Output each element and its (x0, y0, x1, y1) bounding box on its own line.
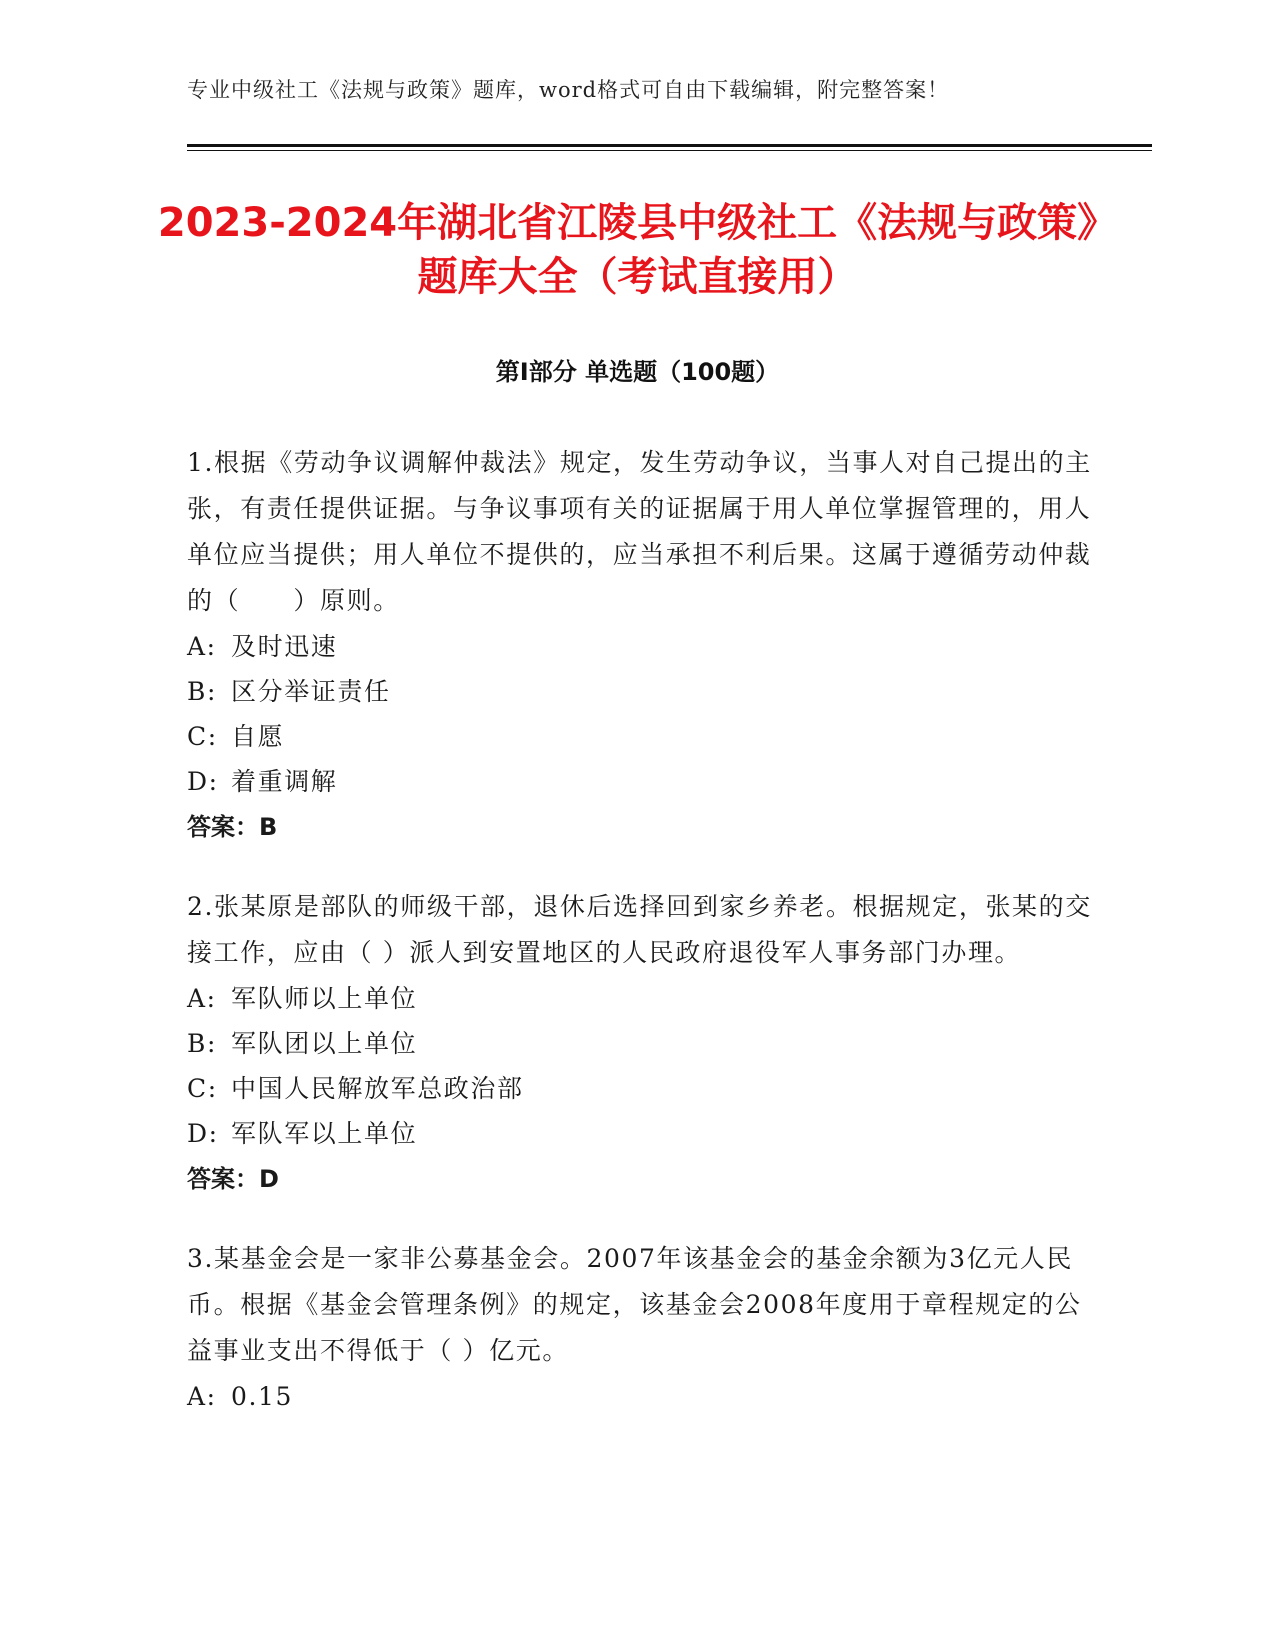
option-letter: C: (187, 1074, 218, 1103)
option-letter: D: (187, 1119, 219, 1148)
answer-line: 答案：D (187, 1165, 279, 1193)
option-text: 军队师以上单位 (231, 984, 418, 1013)
option-text: 军队军以上单位 (231, 1119, 418, 1148)
document-title: 2023-2024年湖北省江陵县中级社工《法规与政策》题库大全（考试直接用） (157, 200, 1118, 300)
question-3 (187, 1236, 1092, 1419)
answer-line: 答案：B (187, 813, 278, 841)
header-rule-thin (187, 150, 1152, 151)
option-letter: B: (187, 677, 217, 706)
option-text: 军队团以上单位 (231, 1029, 418, 1058)
option-a (187, 976, 1092, 1021)
section-heading: 第Ⅰ部分 单选题（100题） (495, 358, 780, 386)
question-stem: 2.张某原是部队的师级干部，退休后选择回到家乡养老。根据规定，张某的交接工作，应由（ ）派人到安置地区的人民政府退役军人事务部门办理。 (187, 892, 1092, 967)
option-text: 着重调解 (231, 767, 338, 796)
question-2 (187, 884, 1092, 1202)
header-note: 专业中级社工《法规与政策》题库，word格式可自由下载编辑，附完整答案！ (187, 78, 950, 102)
option-c (187, 714, 1092, 759)
option-letter: B: (187, 1029, 217, 1058)
option-letter: D: (187, 767, 219, 796)
option-text: 0.15 (231, 1382, 294, 1411)
option-letter: A: (187, 984, 217, 1013)
question-stem: 3.某基金会是一家非公募基金会。2007年该基金会的基金余额为3亿元人民币。根据《基金会管理条例》的规定，该基金会2008年度用于章程规定的公益事业支出不得低于（ ）亿元。 (187, 1244, 1082, 1365)
option-b (187, 669, 1092, 714)
question-1 (187, 440, 1092, 850)
option-d (187, 1111, 1092, 1156)
option-b (187, 1021, 1092, 1066)
option-c (187, 1066, 1092, 1111)
option-a (187, 624, 1092, 669)
option-letter: A: (187, 632, 217, 661)
question-list (187, 440, 1092, 1453)
option-text: 中国人民解放军总政治部 (231, 1074, 524, 1103)
option-text: 自愿 (231, 722, 285, 751)
option-a (187, 1374, 1092, 1419)
option-letter: C: (187, 722, 218, 751)
option-letter: A: (187, 1382, 217, 1411)
option-d (187, 759, 1092, 804)
option-text: 区分举证责任 (231, 677, 391, 706)
question-stem: 1.根据《劳动争议调解仲裁法》规定，发生劳动争议，当事人对自己提出的主张，有责任提供证据。与争议事项有关的证据属于用人单位掌握管理的，用人单位应当提供；用人单位不提供的，应当承担不利后果。这属于遵循劳动仲裁的（ ）原则。 (187, 448, 1092, 615)
option-text: 及时迅速 (231, 632, 338, 661)
header-rule-thick (187, 144, 1152, 147)
